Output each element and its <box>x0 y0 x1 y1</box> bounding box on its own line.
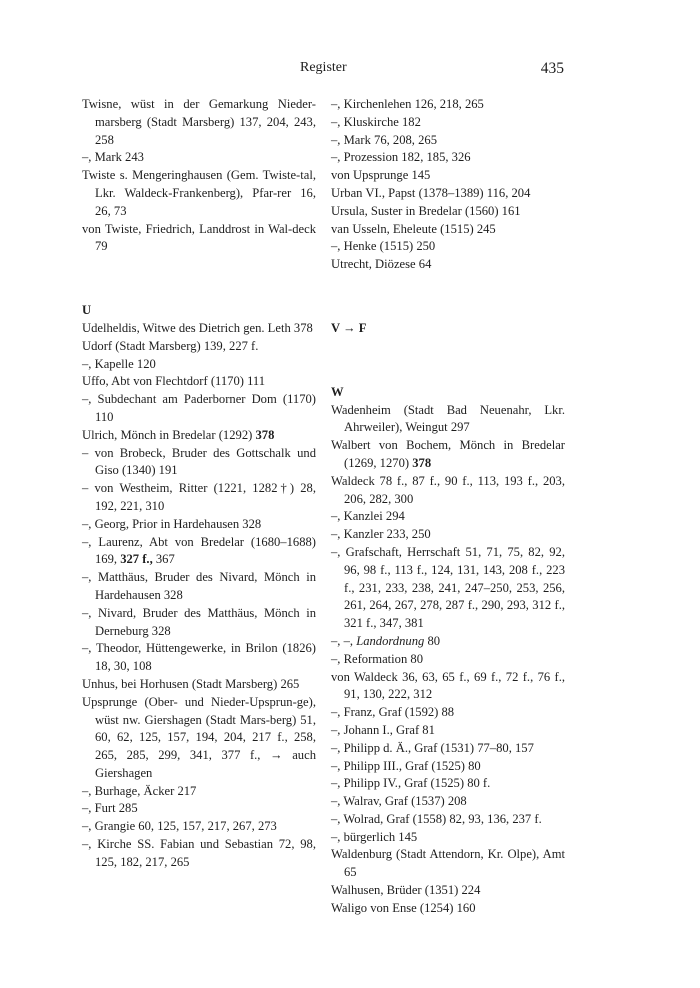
index-entry <box>331 203 565 221</box>
index-entry <box>82 96 316 149</box>
entry-text: Waligo von Ense (1254) 160 <box>331 900 476 915</box>
section-spacer <box>331 274 565 293</box>
entry-bold-reference: 378 <box>255 427 275 442</box>
index-entry <box>331 669 565 705</box>
index-entry <box>331 96 565 114</box>
index-entry <box>331 651 565 669</box>
entry-text: – von Westheim, Ritter (1221, 1282†) 28, 192, 221, 310 <box>82 481 316 513</box>
index-entry <box>331 402 565 438</box>
index-entry <box>82 373 316 391</box>
entry-text: –, Kapelle 120 <box>82 356 156 371</box>
section-spacer <box>331 338 565 357</box>
index-entry <box>82 534 316 570</box>
entry-text: Walhusen, Brüder (1351) 224 <box>331 883 481 898</box>
entry-bold-reference: 327 f., <box>120 552 153 567</box>
index-entry <box>82 818 316 836</box>
section-letter-heading <box>331 384 565 402</box>
entry-text: Waldenburg (Stadt Attendorn, Kr. Olpe), Amt 65 <box>331 847 565 880</box>
entry-text: V → F <box>331 320 367 335</box>
index-entry <box>331 114 565 132</box>
index-entry <box>82 836 316 872</box>
index-entry <box>331 526 565 544</box>
entry-text: –, Mark 76, 208, 265 <box>331 132 437 147</box>
index-entry <box>82 569 316 605</box>
entry-text: –, Henke (1515) 250 <box>331 239 436 254</box>
index-entry <box>331 740 565 758</box>
entry-text: –, Johann I., Graf 81 <box>331 722 435 737</box>
section-spacer <box>331 357 565 376</box>
index-entry <box>82 694 316 783</box>
entry-text: Uffo, Abt von Flechtdorf (1170) 111 <box>82 374 266 389</box>
index-entry <box>331 793 565 811</box>
index-column-left <box>82 96 316 872</box>
entry-text: Urban VI., Papst (1378–1389) 116, 204 <box>331 185 531 200</box>
entry-text: von Twiste, Friedrich, Landdrost in Wal-deck 79 <box>82 221 316 254</box>
entry-text-after: 367 <box>152 552 175 567</box>
entry-text: –, Franz, Graf (1592) 88 <box>331 705 455 720</box>
index-entry <box>331 775 565 793</box>
entry-text: –, Kirchenlehen 126, 218, 265 <box>331 97 484 111</box>
index-entry <box>82 783 316 801</box>
entry-text: Ulrich, Mönch in Bredelar (1292) <box>82 427 256 442</box>
index-column-right <box>331 96 565 918</box>
section-letter-heading <box>331 320 565 338</box>
index-entry <box>331 167 565 185</box>
index-entry <box>82 221 316 257</box>
entry-text: Udorf (Stadt Marsberg) 139, 227 f. <box>82 338 259 353</box>
index-entry <box>331 256 565 274</box>
entry-text: –, Kluskirche 182 <box>331 114 421 129</box>
entry-text: Unhus, bei Horhusen (Stadt Marsberg) 265 <box>82 676 300 691</box>
entry-text: von Upsprunge 145 <box>331 168 431 183</box>
entry-text: –, Philipp III., Graf (1525) 80 <box>331 758 481 773</box>
entry-text: –, Mark 243 <box>82 150 144 165</box>
index-entry <box>82 800 316 818</box>
running-head <box>0 60 700 82</box>
index-entry <box>331 544 565 633</box>
entry-text: Twiste s. Mengeringhausen (Gem. Twiste-tal, Lkr. Waldeck-Frankenberg), Pfar-rer 16, 26, 73 <box>82 168 316 218</box>
entry-text: –, Kanzler 233, 250 <box>331 527 431 542</box>
index-entry <box>331 882 565 900</box>
entry-text: –, –, <box>331 633 357 648</box>
entry-text: –, Philipp d. Ä., Graf (1531) 77–80, 157 <box>331 740 534 755</box>
entry-text: W <box>331 384 344 399</box>
entry-text: Udelheldis, Witwe des Dietrich gen. Leth 378 <box>82 320 313 335</box>
section-letter-heading <box>82 302 316 320</box>
entry-text: –, Walrav, Graf (1537) 208 <box>331 794 467 809</box>
entry-text: Walbert von Bochem, Mönch in Bredelar (1269, 1270) <box>331 438 565 470</box>
entry-text: Utrecht, Diözese 64 <box>331 257 432 272</box>
index-entry <box>331 704 565 722</box>
index-entry <box>82 676 316 694</box>
entry-text: –, Grafschaft, Herrschaft 51, 71, 75, 82, 92, 96, 98 f., 113 f., 124, 131, 143, 208 f., 223 f., 231, 233, 238, 241, 247–250, 253, 256, 261, 264, 267, 278, 287 f., 290, 293, 312 f., 321 f., 347, 381 <box>331 544 565 631</box>
index-entry <box>82 391 316 427</box>
index-entry <box>82 149 316 167</box>
index-entry <box>331 722 565 740</box>
entry-text: –, Furt 285 <box>82 801 138 816</box>
entry-text: Twisne, wüst in der Gemarkung Nieder-marsberg (Stadt Marsberg) 137, 204, 243, 258 <box>82 97 316 147</box>
entry-text: – von Brobeck, Bruder des Gottschalk und Giso (1340) 191 <box>82 445 316 478</box>
entry-text: –, Grangie 60, 125, 157, 217, 267, 273 <box>82 819 277 834</box>
index-entry <box>82 338 316 356</box>
entry-text: –, Kanzlei 294 <box>331 509 405 524</box>
index-entry <box>82 320 316 338</box>
index-entry <box>331 238 565 256</box>
index-entry <box>82 445 316 481</box>
index-entry <box>82 640 316 676</box>
entry-text: –, Wolrad, Graf (1558) 82, 93, 136, 237 f. <box>331 811 542 826</box>
entry-text: –, Reformation 80 <box>331 651 423 666</box>
index-entry <box>331 185 565 203</box>
index-entry <box>331 846 565 882</box>
index-entry <box>82 605 316 641</box>
section-spacer <box>331 293 565 312</box>
index-entry <box>331 811 565 829</box>
entry-text: –, Philipp IV., Graf (1525) 80 f. <box>331 776 491 791</box>
entry-italic-term: Landordnung <box>356 633 425 648</box>
entry-text: –, Georg, Prior in Hardehausen 328 <box>82 516 262 531</box>
index-entry <box>82 356 316 374</box>
index-entry <box>331 633 565 651</box>
entry-text: –, Burhage, Äcker 217 <box>82 783 197 798</box>
entry-text: –, Nivard, Bruder des Matthäus, Mönch in Derneburg 328 <box>82 605 316 638</box>
index-entry <box>331 132 565 150</box>
entry-text: –, bürgerlich 145 <box>331 829 418 844</box>
section-spacer <box>82 275 316 294</box>
index-entry <box>331 221 565 239</box>
entry-text: Wadenheim (Stadt Bad Neuenahr, Lkr. Ahrweiler), Weingut 297 <box>331 402 565 435</box>
entry-text: –, Matthäus, Bruder des Nivard, Mönch in Hardehausen 328 <box>82 570 316 602</box>
index-entry <box>82 480 316 516</box>
entry-text: van Usseln, Eheleute (1515) 245 <box>331 221 496 236</box>
index-entry <box>331 829 565 847</box>
index-entry <box>331 508 565 526</box>
index-entry <box>82 427 316 445</box>
index-entry <box>331 473 565 509</box>
index-entry <box>331 900 565 918</box>
page-number: 435 <box>540 60 564 77</box>
index-entry <box>82 167 316 220</box>
running-head-title: Register <box>300 60 347 75</box>
entry-bold-reference: 378 <box>412 455 432 470</box>
index-entry <box>82 516 316 534</box>
entry-text: –, Laurenz, Abt von Bredelar (1680–1688) 169, <box>82 534 316 567</box>
entry-text: –, Theodor, Hüttengewerke, in Brilon (1826) 18, 30, 108 <box>82 641 316 674</box>
entry-text: von Waldeck 36, 63, 65 f., 69 f., 72 f., 76 f., 91, 130, 222, 312 <box>331 669 565 702</box>
index-entry <box>331 149 565 167</box>
index-entry <box>331 758 565 776</box>
entry-text: Ursula, Suster in Bredelar (1560) 161 <box>331 203 521 218</box>
entry-text: Upsprunge (Ober- und Nieder-Upsprun-ge), wüst nw. Giershagen (Stadt Mars-berg) 51, 60, 62, 125, 157, 194, 204, 217 f., 258, 265, 285, 299, 341, 377 f., → auch Giershagen <box>82 694 316 780</box>
entry-text: –, Subdechant am Paderborner Dom (1170) 110 <box>82 392 316 424</box>
entry-text-after: 80 <box>424 633 441 648</box>
entry-text: Waldeck 78 f., 87 f., 90 f., 113, 193 f., 203, 206, 282, 300 <box>331 473 565 506</box>
section-spacer <box>82 256 316 275</box>
index-entry <box>331 437 565 473</box>
entry-text: U <box>82 303 92 318</box>
entry-text: –, Prozession 182, 185, 326 <box>331 150 471 165</box>
entry-text: –, Kirche SS. Fabian und Sebastian 72, 98, 125, 182, 217, 265 <box>82 837 316 869</box>
